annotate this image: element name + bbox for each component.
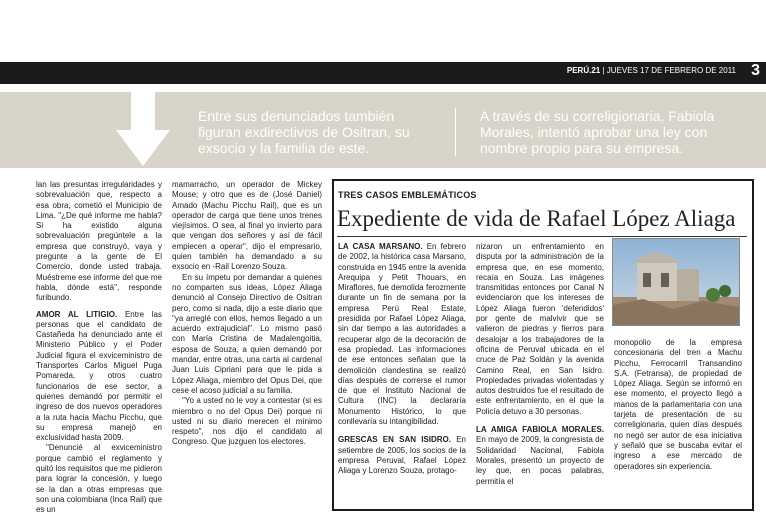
paragraph: lan las presuntas irregularidades y sobrevaluación que, respecto a esa obra, cometió el Municipio de Lima. "¿De qué informe me habla? Si ha existido alguna sobrevaluación pregúntele a la empresa que construyó, vaya y pregunte a la gente de El Comercio, donde usted trabaja. Muéstreme ese informe del que me habla, dónde está", responde furibundo. [36,180,162,303]
paragraph: AMOR AL LITIGIO. Entre las personas que el candidato de Castañeda ha denunciado ante el Ministerio Público y el Poder Judicial figura el exviceministro de Transportes Carlos Miguel Puga Pomareda, y otros cuatro funcionarios de ese sector, a quienes demandó por permitir el ingreso de dos nuevos operadores a la ruta hacia Machu Picchu, que su empresa manejó en exclusividad hasta 2009. [36,309,163,443]
sidebar-column-3 [614,338,742,472]
page-number: 3 [751,62,760,79]
section-lead: LA CASA MARSANO. [338,242,423,251]
paragraph: mamarracho, un operador de Mickey Mouse; y otro que es de (José Daniel) Amado (Machu Picchu Rail), que es un operador de carga que tiene unos trenes viejísimos. O sea, al final yo invierto para que vengan dos señores y así de fácil empiecen a operar", dijo el empresario, quien también ha demandado a su exsocio en -Rail Lorenzo Souza. [172,180,322,272]
sidebar-headline: Expediente de vida de Rafael López Aliaga [337,206,736,231]
sidebar-column-2 [476,242,604,487]
paragraph: GRESCAS EN SAN ISIDRO. En setiembre de 2005, los socios de la empresa Peruval, Rafael López Aliaga y Lorenzo Souza, protago- [338,435,466,476]
article-column-2 [172,180,322,448]
section-lead: GRESCAS EN SAN ISIDRO. [338,435,451,445]
down-arrow-icon [114,92,172,168]
demolished-house-photo [612,238,740,326]
pull-quote-left: Entre sus denunciados también figuran exdirectivos de Ositran, su exsocio y la familia de este. [198,108,410,156]
sidebar-column-1 [338,242,466,477]
paper-name: PERÚ.21 [566,66,601,75]
section-lead: AMOR AL LITIGIO. [36,309,118,319]
paragraph: monopolio de la empresa concesionaria del tren a Machu Picchu, Ferrocarril Transandino S.A. (Fetransa), de propiedad de López Aliaga. Según se informó en ese momento, el proyecto llegó a manos de la parlamentaria con una tarjeta de presentación de su correligionaria, quien días después no negó ser autor de esa iniciativa y señaló que se buscaba evitar el ingreso a ese mercado de operadores sin experiencia. [614,338,742,471]
pull-quote-right: A través de su correligionaria, Fabiola Morales, intentó aprobar una ley con nombre propio para su empresa. [480,108,715,156]
folio: PERÚ.21 | JUEVES 17 DE FEBRERO DE 2011 [566,66,736,75]
paragraph: "Denuncié al exviceministro porque cambió el reglamento y quitó los requisitos que me pidieron para lograr la concesión, y luego se la dan a otras empresas que son una colombiana (Inca Rail) que es un [36,443,162,515]
paragraph: nizaron un enfrentamiento en disputa por la administración de la empresa que, en ese momento, recaía en Souza. Las imágenes transmitidas entonces por Canal N evidenciaron que los intereses de López Aliaga fueron 'defendidos' por gente de malvivir que se valieron de piedras y fierros para desalojar a los trabajadores de la oficina de Peruval ubicada en el cruce de Paz Soldán y la avenida Camino Real, en San Isidro. Propiedades privadas violentadas y autos destruidos fue el resultado de este enfrentamiento, en el que la Policía detuvo a 30 personas. [476,242,604,416]
paragraph: En su ímpetu por demandar a quienes no comparten sus ideas, López Aliaga denunció al Consejo Directivo de Ositran pero, como si nada, dijo a este diario que "ya arreglé con ellos, hemos llegado a un acuerdo extrajudicial". Lo mismo pasó con María Cristina de Madalengoitia, esposa de Souza, a quien demandó por mandar, entre otras, una carta al cardenal Juan Luis Cipriani para que le pida a López Aliaga, miembro del Opus Dei, que cese el acoso judicial a su familia. [172,272,322,395]
sidebar-kicker: TRES CASOS EMBLEMÁTICOS [338,190,477,200]
headline-rule [337,236,747,237]
article-column-1 [36,180,162,516]
page-header-bar [0,62,766,84]
banner-divider [455,108,456,156]
section-lead: LA AMIGA FABIOLA MORALES. [476,425,604,435]
paragraph: "Yo a usted no le voy a contestar (si es miembro o no del Opus Dei) porque ni usted ni su diario merecen el mínimo respeto", nos dijo el candidato al Congreso. Que juzguen los electores. [172,396,322,447]
paragraph: LA AMIGA FABIOLA MORALES. En mayo de 2009, la congresista de Solidaridad Nacional, Fabiola Morales, presentó un proyecto de ley que, en pocas palabras, permitía el [476,425,604,486]
issue-date: JUEVES 17 DE FEBRERO DE 2011 [606,66,736,75]
paragraph: LA CASA MARSANO. En febrero de 2002, la histórica casa Marsano, construida en 1945 entre la avenida Arequipa y Petit Thouars, en Miraflores, fue demolida ferozmente durante un fin de semana por la empresa Perú Real Estate, presidida por Rafael López Aliaga, sin dar tiempo a las autoridades a recuperar algo de la decoración de esa propiedad. Las informaciones de ese entonces señalan que la demolición clandestina se realizó días después de correrse el rumor de que el Instituto Nacional de Cultura (INC) la declararía Monumento Histórico, lo que conllevaría su intangibilidad. [338,242,466,427]
